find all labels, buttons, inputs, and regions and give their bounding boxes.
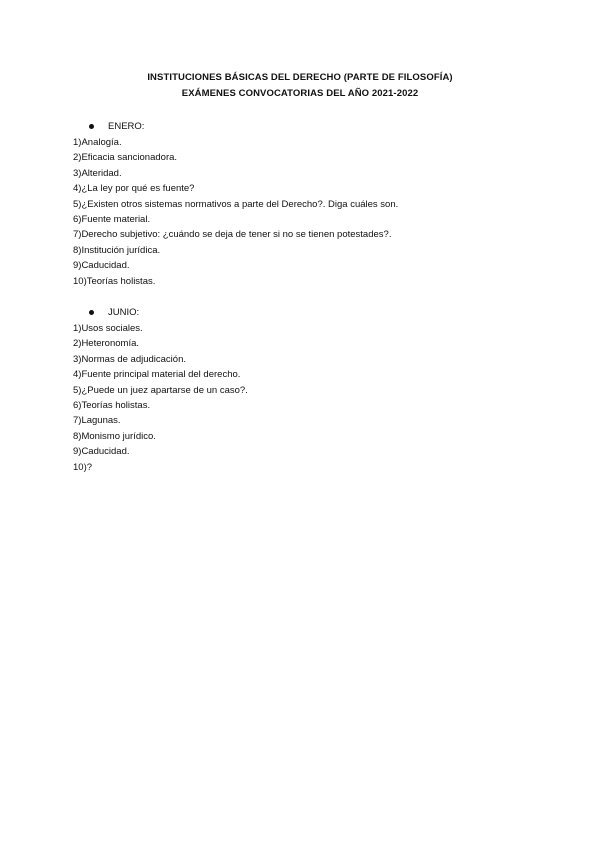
list-item: 7)Derecho subjetivo: ¿cuándo se deja de tener si no se tienen potestades?. [73, 229, 392, 241]
document-title: INSTITUCIONES BÁSICAS DEL DERECHO (PARTE DE FILOSOFÍA) [147, 72, 453, 83]
list-item: 6)Fuente material. [73, 213, 151, 225]
document-subtitle: EXÁMENES CONVOCATORIAS DEL AÑO 2021-2022 [181, 88, 419, 99]
list-item: 10)? [73, 461, 93, 473]
question-list-junio [73, 321, 248, 475]
bullet-icon [89, 310, 94, 315]
list-item: 4)¿La ley por qué es fuente? [73, 183, 195, 195]
list-item: 5)¿Existen otros sistemas normativos a parte del Derecho?. Diga cuáles son. [73, 198, 399, 210]
list-item: 1)Analogía. [73, 137, 122, 148]
list-item: 4)Fuente principal material del derecho. [73, 369, 241, 381]
list-item: 1)Usos sociales. [73, 323, 143, 334]
list-item: 2)Heteronomía. [73, 338, 140, 350]
question-list-enero [73, 135, 398, 289]
list-item: 2)Eficacia sancionadora. [73, 152, 178, 164]
list-item: 3)Alteridad. [73, 167, 122, 179]
bullet-icon [89, 124, 94, 129]
list-item: 8)Institución jurídica. [73, 244, 161, 256]
list-item: 5)¿Puede un juez apartarse de un caso?. [73, 384, 248, 396]
list-item: 6)Teorías holistas. [73, 399, 151, 411]
section-header-label: ENERO: [108, 121, 145, 132]
list-item: 3)Normas de adjudicación. [73, 353, 187, 365]
section-header-enero [89, 121, 144, 132]
list-item: 10)Teorías holistas. [73, 275, 156, 287]
list-item: 9)Caducidad. [73, 260, 130, 272]
section-header-junio [89, 307, 139, 318]
list-item: 7)Lagunas. [73, 415, 121, 427]
list-item: 9)Caducidad. [73, 446, 130, 458]
list-item: 8)Monismo jurídico. [73, 430, 156, 442]
section-header-label: JUNIO: [108, 307, 140, 318]
